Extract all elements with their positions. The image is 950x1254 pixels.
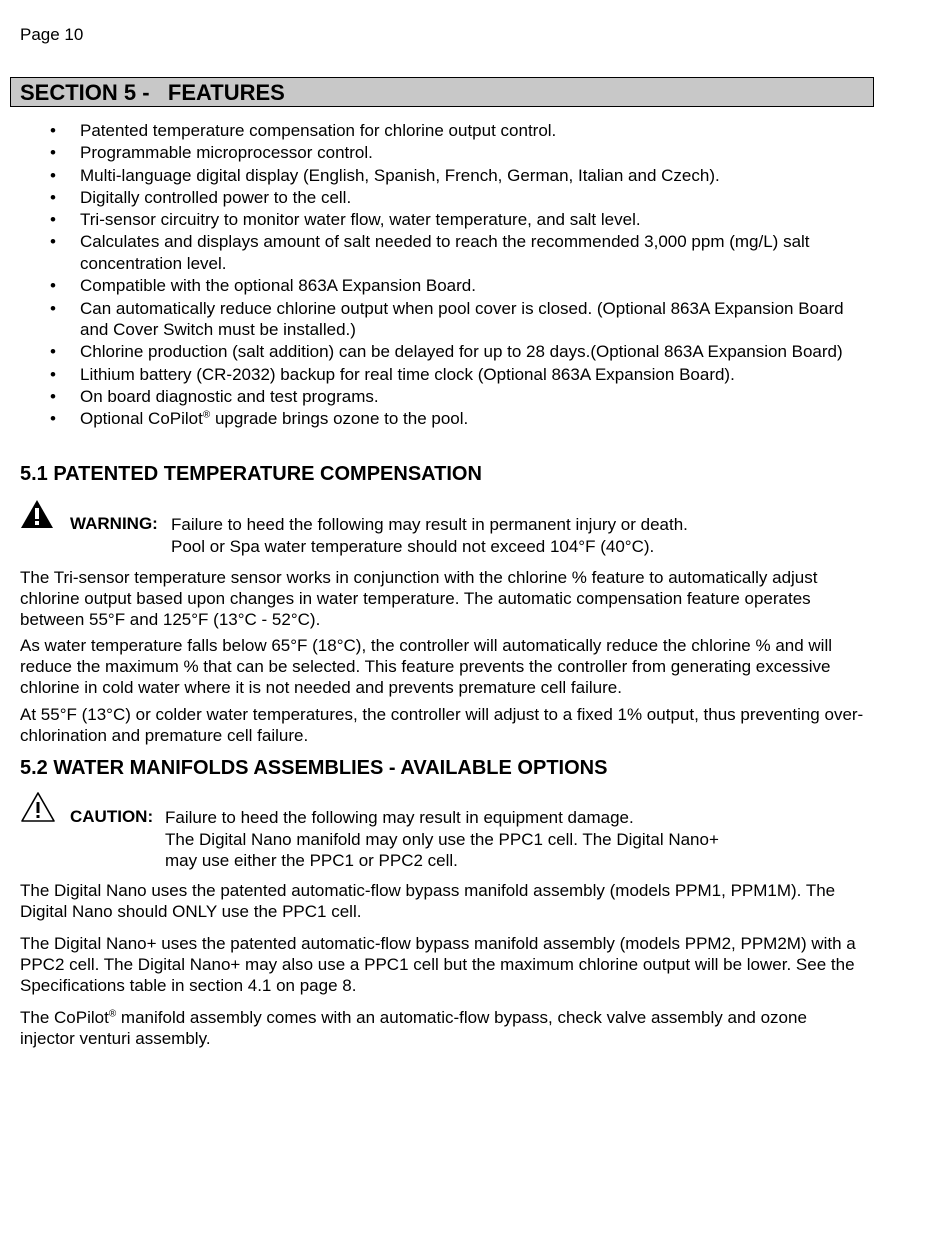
list-item <box>0 187 870 209</box>
registered-mark: ® <box>202 409 211 421</box>
feature-text: Programmable microprocessor control. <box>80 143 373 163</box>
bullet: • <box>50 276 56 296</box>
list-item <box>0 231 870 274</box>
list-item <box>0 298 870 341</box>
caution-notice <box>20 791 870 873</box>
heading-temperature-compensation: 5.1 PATENTED TEMPERATURE COMPENSATION <box>20 463 482 485</box>
bullet: • <box>50 210 56 230</box>
list-item <box>0 165 870 187</box>
warning-icon <box>20 499 54 534</box>
bullet: • <box>50 386 56 406</box>
registered-mark: ® <box>108 1008 117 1020</box>
feature-text: Digitally controlled power to the cell. <box>80 187 352 207</box>
heading-water-manifolds: 5.2 WATER MANIFOLDS ASSEMBLIES - AVAILABLE OPTIONS <box>20 757 608 779</box>
list-item <box>0 275 870 297</box>
list-item <box>0 120 870 142</box>
bullet: • <box>50 342 56 362</box>
feature-text: Tri-sensor circuitry to monitor water flow, water temperature, and salt level. <box>80 210 641 230</box>
page-number: Page 10 <box>20 25 84 44</box>
paragraph: The Digital Nano uses the patented automatic-flow bypass manifold assembly (models PPM1, PPM1M). The Digital Nano should ONLY use the PPC1 cell. <box>20 881 836 921</box>
caution-icon <box>20 791 56 828</box>
list-item <box>0 142 870 164</box>
bullet: • <box>50 298 56 318</box>
bullet: • <box>50 121 56 140</box>
feature-text: Patented temperature compensation for chlorine output control. <box>80 121 557 140</box>
paragraph: At 55°F (13°C) or colder water temperatures, the controller will adjust to a fixed 1% output, thus preventing over-chlorination and premature cell failure. <box>20 705 864 745</box>
feature-text: Lithium battery (CR-2032) backup for real time clock (Optional 863A Expansion Board). <box>80 364 735 384</box>
bullet: • <box>50 409 56 429</box>
bullet: • <box>50 165 56 185</box>
bullet: • <box>50 187 56 207</box>
warning-notice <box>20 499 870 559</box>
features-list <box>0 120 870 431</box>
warning-text: Failure to heed the following may result in permanent injury or death. Pool or Spa water temperature should not exceed 104°F (40°C). <box>171 515 688 556</box>
feature-text: Compatible with the optional 863A Expansion Board. <box>80 276 476 296</box>
feature-text: On board diagnostic and test programs. <box>80 386 379 406</box>
list-item <box>0 408 870 430</box>
feature-text-copilot: Optional CoPilot® upgrade brings ozone to the pool. <box>80 409 469 429</box>
section-title: SECTION 5 - FEATURES <box>10 77 874 107</box>
list-item <box>0 341 870 363</box>
list-item <box>0 364 870 386</box>
paragraph: The Digital Nano+ uses the patented automatic-flow bypass manifold assembly (models PPM2, PPM2M) with a PPC2 cell. The Digital Nano+ may also use a PPC1 cell but the maximum chlorine output will be lower. See the Specifications table in section 4.1 on page 8. <box>20 934 856 995</box>
paragraph-copilot: The CoPilot® manifold assembly comes with an automatic-flow bypass, check valve assembly and ozone injector venturi assembly. <box>20 1008 807 1048</box>
bullet: • <box>50 143 56 163</box>
caution-text: Failure to heed the following may result in equipment damage. The Digital Nano manifold may only use the PPC1 cell. The Digital Nano+ may use either the PPC1 or PPC2 cell. <box>165 808 719 870</box>
paragraph: As water temperature falls below 65°F (18°C), the controller will automatically reduce the chlorine % and will reduce the maximum % that can be selected. This feature prevents the controller from generating excessive chlorine in cold water where it is not needed and prevents premature cell failure. <box>20 636 833 697</box>
list-item <box>0 209 870 231</box>
feature-text: Calculates and displays amount of salt needed to reach the recommended 3,000 ppm (mg/L) salt concentration level. <box>80 232 810 273</box>
feature-text: Chlorine production (salt addition) can be delayed for up to 28 days.(Optional 863A Expansion Board) <box>80 342 843 362</box>
bullet: • <box>50 232 56 252</box>
warning-label: WARNING: <box>70 514 158 533</box>
paragraph: The Tri-sensor temperature sensor works in conjunction with the chlorine % feature to automatically adjust chlorine output based upon changes in water temperature. The automatic compensation feature operates between 55°F and 125°F (13°C - 52°C). <box>20 568 818 629</box>
bullet: • <box>50 364 56 384</box>
feature-text: Multi-language digital display (English, Spanish, French, German, Italian and Czech). <box>80 165 720 185</box>
list-item <box>0 386 870 408</box>
feature-text: Can automatically reduce chlorine output when pool cover is closed. (Optional 863A Expansion Board and Cover Switch must be installed.) <box>80 298 844 340</box>
caution-label: CAUTION: <box>70 807 154 826</box>
